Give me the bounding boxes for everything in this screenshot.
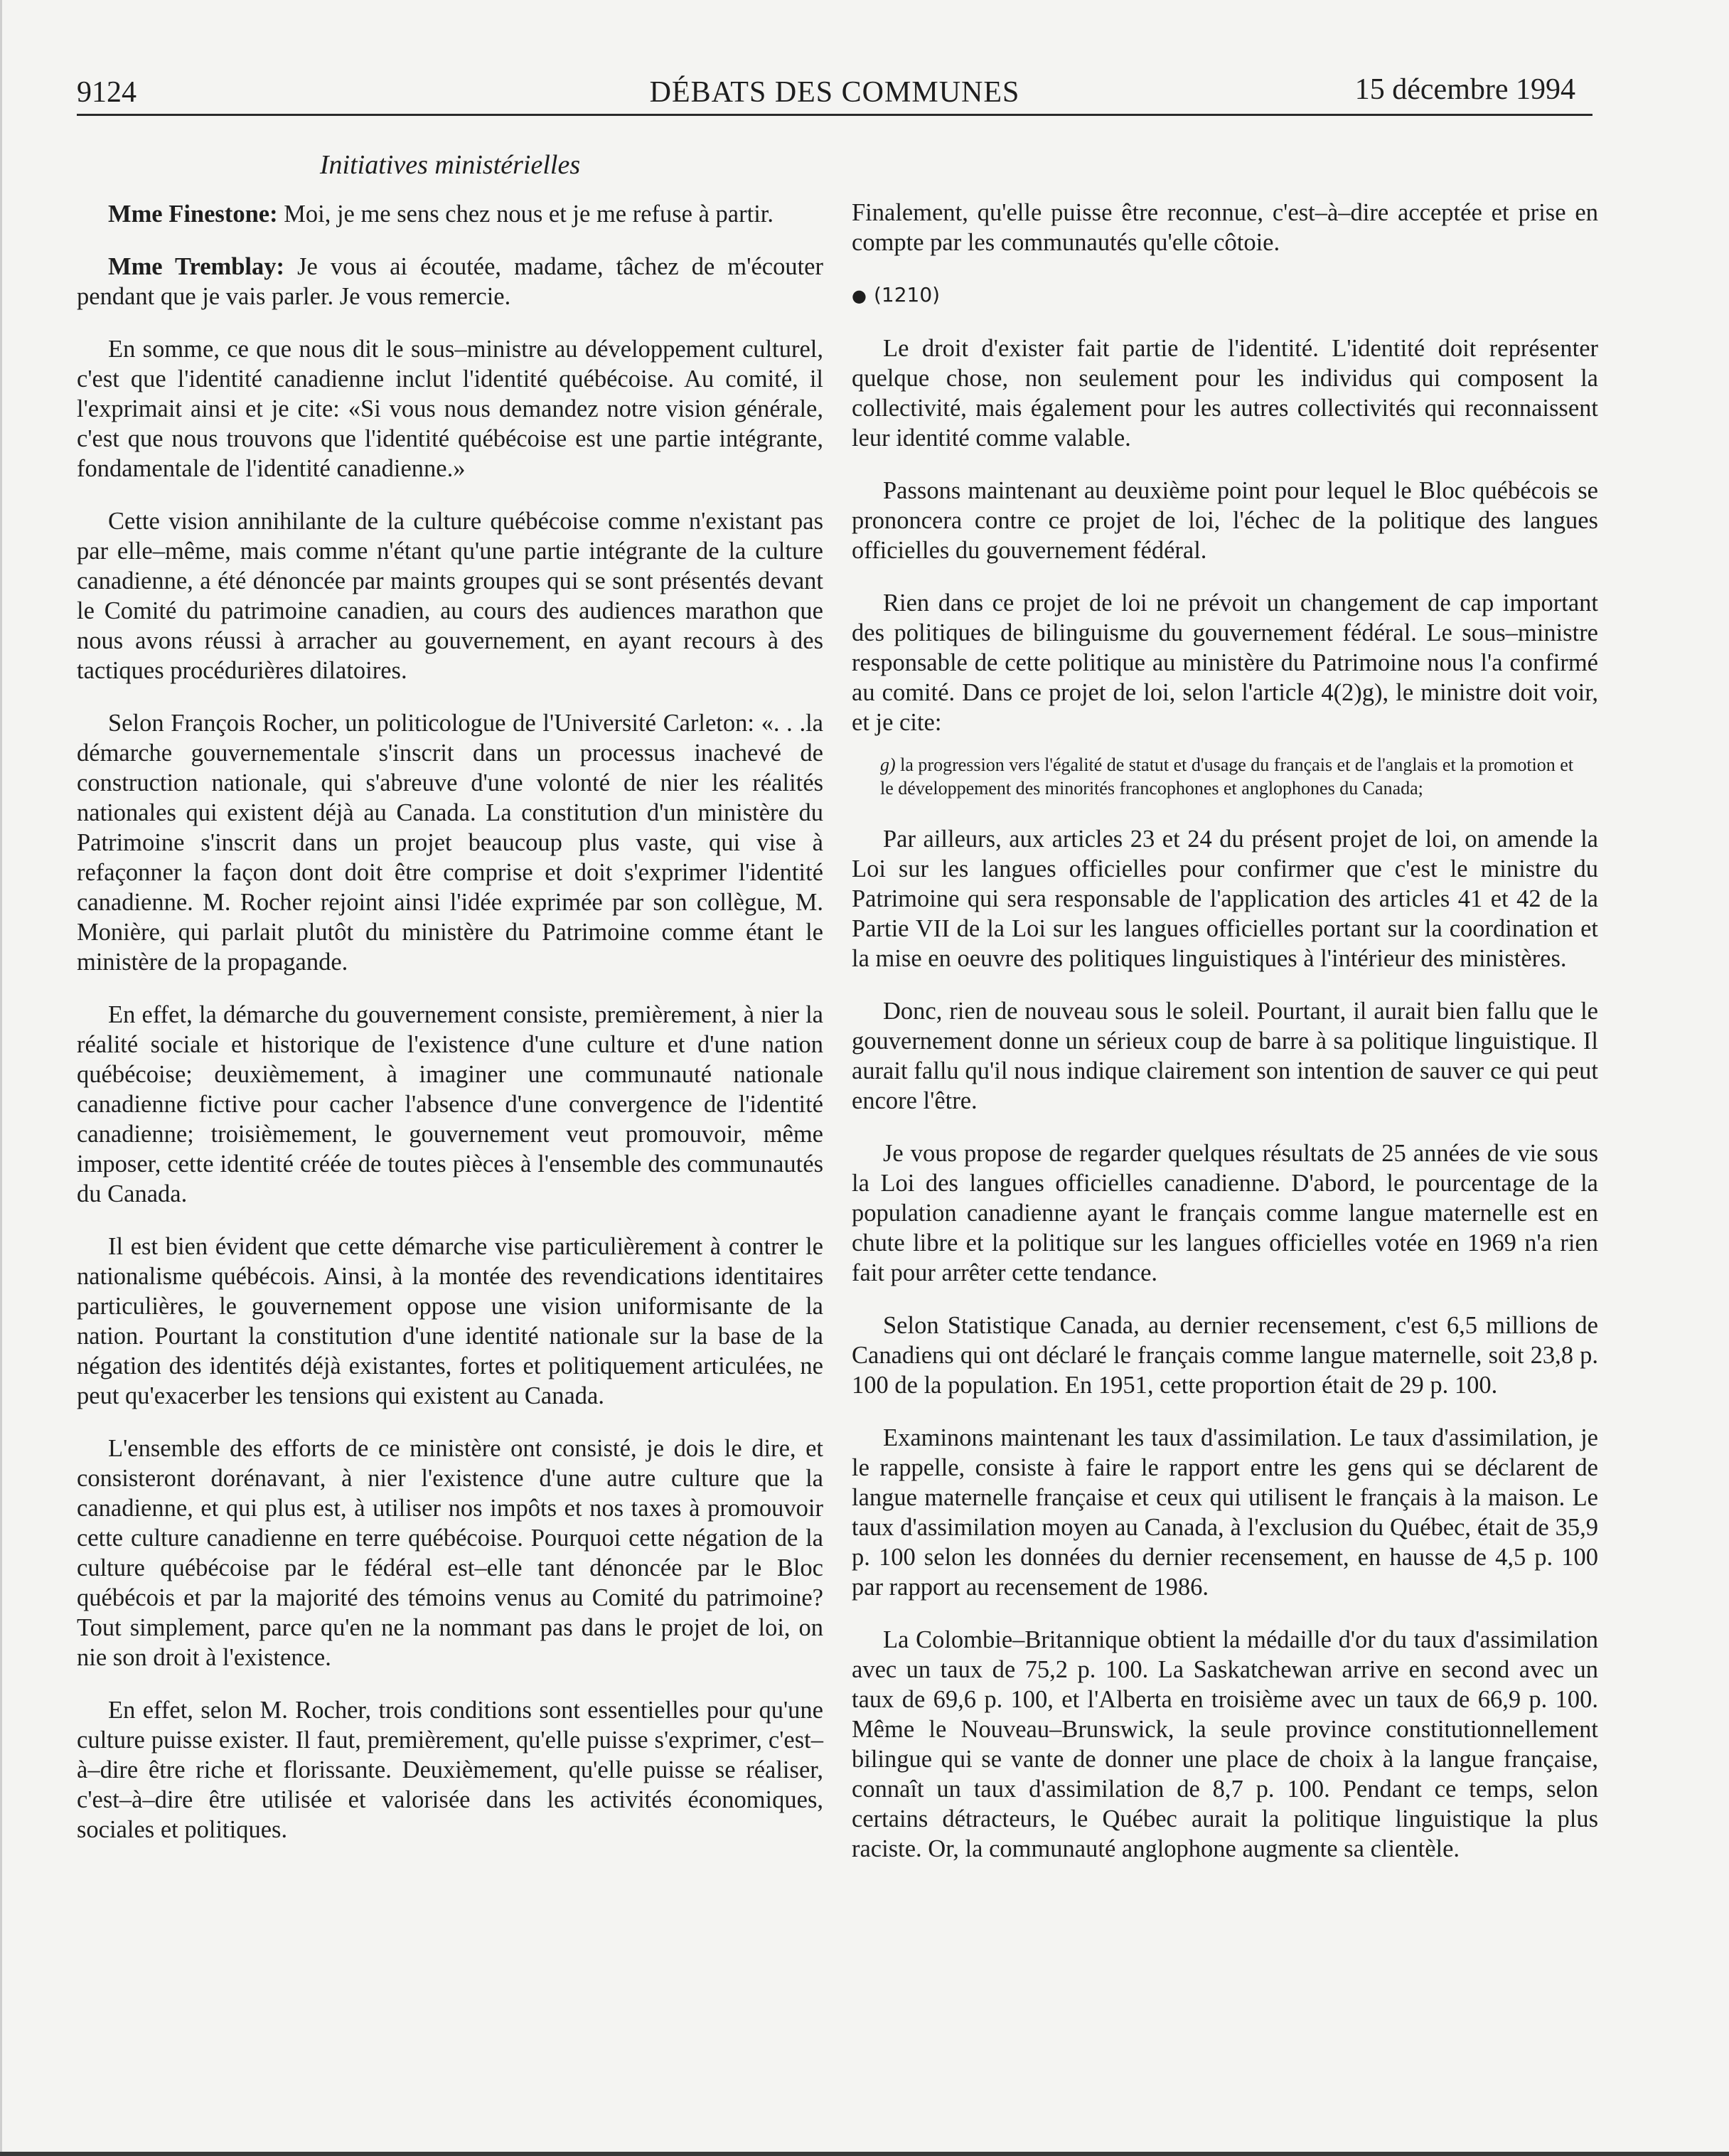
paragraph: L'ensemble des efforts de ce ministère ont consisté, je dois le dire, et consisteront dorénavant, à nier l'existence d'une autre culture que la canadienne, et qui plus est, à utiliser nos impôts et nos taxes à promouvoir cette culture canadienne en terre québécoise. Pourquoi cette négation de la culture québécoise par le fédéral est–elle tant dénoncée par le Bloc québécois et par la majorité des témoins venus au Comité du patrimoine? Tout simplement, parce qu'en ne la nommant pas dans le projet de loi, on nie son droit à l'existence. — [77, 1435, 823, 1671]
paragraph: Rien dans ce projet de loi ne prévoit un changement de cap important des politiques de bilinguisme du gouvernement fédéral. Le sous–ministre responsable de cette politique au ministère du Patrimoine nous l'a confirmé au comité. Dans ce projet de loi, selon l'article 4(2)g), le ministre doit voir, et je cite: — [852, 589, 1598, 736]
speaker-name: Mme Tremblay: — [108, 253, 285, 280]
paragraph: Par ailleurs, aux articles 23 et 24 du présent projet de loi, on amende la Loi sur les langues officielles pour confirmer que c'est le ministre du Patrimoine qui sera responsable de l'application des articles 41 et 42 de la Partie VII de la Loi sur les langues officielles portant sur la coordination et la mise en oeuvre des politiques linguistiques à l'intérieur des ministères. — [852, 826, 1598, 972]
paragraph: Il est bien évident que cette démarche vise particulièrement à contrer le nationalisme québécois. Ainsi, à la montée des revendications identitaires particulières, le gouvernement oppose une vision uniformisante de la nation. Pourtant la constitution d'une identité nationale sur la base de la négation des identités déjà existantes, fortes et politiquement articulées, ne peut qu'exacerber les tensions qui existent au Canada. — [77, 1233, 823, 1409]
speech-text: Moi, je me sens chez nous et je me refuse à partir. — [277, 201, 774, 228]
time-marker-text: (1210) — [873, 283, 941, 306]
legal-quote — [852, 753, 1598, 800]
paragraph — [77, 252, 823, 311]
paragraph: La Colombie–Britannique obtient la médaille d'or du taux d'assimilation avec un taux de 75,2 p. 100. La Saskatchewan arrive en second avec un taux de 69,6 p. 100, et l'Alberta en troisième avec un taux de 66,9 p. 100. Même le Nouveau–Brunswick, la seule province constitutionnellement bilingue qui se vante de donner une place de choix à la langue française, connaît un taux d'assimilation de 8,7 p. 100. Pendant ce temps, selon certains détracteurs, le Québec aurait la politique linguistique la plus raciste. Or, la communauté anglophone augmente sa clientèle. — [852, 1626, 1598, 1862]
paragraph: Finalement, qu'elle puisse être reconnue, c'est–à–dire acceptée et prise en compte par les communautés qu'elle côtoie. — [852, 199, 1598, 256]
right-column — [852, 198, 1598, 1886]
speaker-name: Mme Finestone: — [108, 201, 278, 228]
paragraph: En effet, selon M. Rocher, trois conditions sont essentielles pour qu'une culture puisse exister. Il faut, premièrement, qu'elle puisse s'exprimer, c'est–à–dire être riche et florissante. Deuxièmement, qu'elle puisse se réaliser, c'est–à–dire être utilisée et valorisée dans les activités économiques, sociales et politiques. — [77, 1697, 823, 1843]
quote-text: la progression vers l'égalité de statut et d'usage du français et de l'anglais et la promotion et le développement des minorités francophones et anglophones du Canada; — [880, 754, 1574, 799]
paragraph: Cette vision annihilante de la culture québécoise comme n'existant pas par elle–même, mais comme n'étant qu'une partie intégrante de la culture canadienne, a été dénoncée par maints groupes qui se sont présentés devant le Comité du patrimoine canadien, au cours des audiences marathon que nous avons réussi à arracher au gouvernement, en ayant recours à des tactiques procédurières dilatoires. — [77, 508, 823, 684]
page-number: 9124 — [77, 76, 136, 109]
paragraph: Selon François Rocher, un politicologue de l'Université Carleton: «. . .la démarche gouvernementale s'inscrit dans un processus inachevé de construction nationale, qui s'abreuve d'une volonté de nier les réalités nationales qui existent déjà au Canada. La constitution d'un ministère du Patrimoine s'inscrit dans un projet beaucoup plus vaste, qui vise à refaçonner la façon dont doit être comprise et doit s'exprimer l'identité canadienne. M. Rocher rejoint ainsi l'idée exprimée par son collègue, M. Monière, qui parlait plutôt du ministère du Patrimoine comme étant le ministère de la propagande. — [77, 710, 823, 976]
left-column — [77, 199, 823, 1867]
paragraph: Le droit d'exister fait partie de l'identité. L'identité doit représenter quelque chose, non seulement pour les individus qui composent la collectivité, mais également pour les autres collectivités qui reconnaissent leur identité comme valable. — [852, 335, 1598, 452]
publication-title: DÉBATS DES COMMUNES — [649, 76, 1020, 109]
scan-bottom-edge — [0, 2152, 1729, 2156]
page-header — [77, 71, 1592, 116]
paragraph: Donc, rien de nouveau sous le soleil. Pourtant, il aurait bien fallu que le gouvernement donne un sérieux coup de barre à sa politique linguistique. Il aurait fallu qu'il nous indique clairement son intention de sauver ce qui peut encore l'être. — [852, 998, 1598, 1114]
paragraph — [77, 199, 823, 229]
speech-text: Je vous ai écoutée, madame, tâchez de m'écouter pendant que je vais parler. Je vous remercie. — [77, 253, 823, 310]
paragraph: En effet, la démarche du gouvernement consiste, premièrement, à nier la réalité sociale et historique de l'existence d'une culture et d'une nation québécoise; deuxièmement, à imaginer une communauté nationale canadienne fictive pour cacher l'absence d'une convergence de l'identité canadienne; troisièmement, le gouvernement veut promouvoir, même imposer, cette identité créée de toutes pièces à l'ensemble des communautés du Canada. — [77, 1001, 823, 1207]
paragraph: Selon Statistique Canada, au dernier recensement, c'est 6,5 millions de Canadiens qui ont déclaré le français comme langue maternelle, soit 23,8 p. 100 de la population. En 1951, cette proportion était de 29 p. 100. — [852, 1312, 1598, 1399]
bullet-icon: ● — [852, 286, 867, 306]
issue-date: 15 décembre 1994 — [1354, 73, 1575, 106]
paragraph: Examinons maintenant les taux d'assimilation. Le taux d'assimilation, je le rappelle, consiste à faire le rapport entre les gens qui se déclarent de langue maternelle française et ceux qui utilisent le français à la maison. Le taux d'assimilation moyen au Canada, à l'exclusion du Québec, était de 35,9 p. 100 selon les données du dernier recensement, en hausse de 4,5 p. 100 par rapport au recensement de 1986. — [852, 1424, 1598, 1601]
time-marker — [852, 280, 1598, 311]
paragraph: Passons maintenant au deuxième point pour lequel le Bloc québécois se prononcera contre ce projet de loi, l'échec de la politique des langues officielles du gouvernement fédéral. — [852, 477, 1598, 564]
paragraph: Je vous propose de regarder quelques résultats de 25 années de vie sous la Loi des langues officielles canadienne. D'abord, le pourcentage de la population canadienne ayant le français comme langue maternelle est en chute libre et la politique sur les langues officielles votée en 1969 n'a rien fait pour arrêter cette tendance. — [852, 1140, 1598, 1286]
quote-label: g) — [880, 754, 896, 775]
section-title: Initiatives ministérielles — [319, 150, 581, 180]
paragraph: En somme, ce que nous dit le sous–ministre au développement culturel, c'est que l'identité canadienne inclut l'identité québécoise. Au comité, il l'exprimait ainsi et je cite: «Si vous nous demandez notre vision générale, c'est que nous trouvons que l'identité québécoise est une partie intégrante, fondamentale de l'identité canadienne.» — [77, 336, 823, 482]
